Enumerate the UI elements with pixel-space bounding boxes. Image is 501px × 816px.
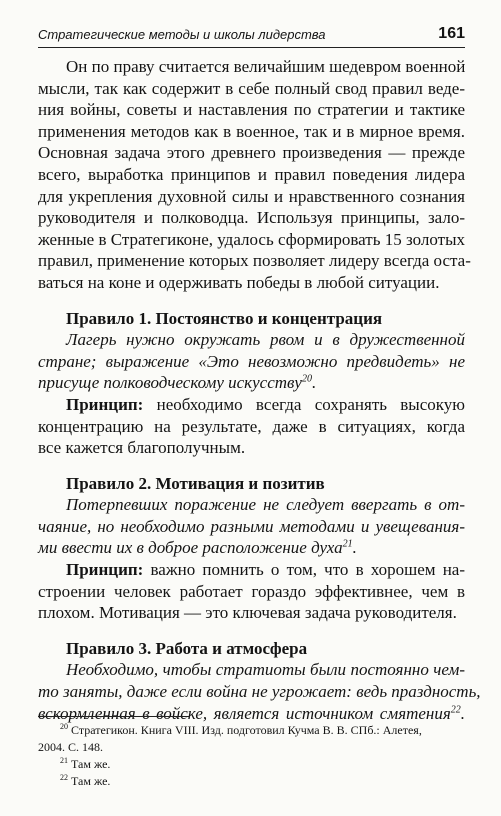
footnote-ref-22: 22 [450, 703, 461, 715]
intro-line: мысли, так как содержит в себе полный свод правил веде- [38, 78, 465, 98]
rule-2-principle-line: строении человек работает гораздо эффективнее, чем в [38, 581, 465, 601]
rule-1-section [38, 308, 465, 459]
page-body [38, 56, 481, 724]
intro-line: ния войны, советы и наставления по стратегии и тактике [38, 100, 465, 120]
rule-1-quote-last-line: присуще полководческому искусству$^{20}$. [38, 373, 317, 393]
rule-1-quote-text: присуще полководческому искусству [38, 373, 302, 393]
footnote-divider [38, 716, 190, 717]
rule-3-quote-last-line: вскормленная в войске, является источником смятения$^{22}$. [38, 703, 465, 723]
rule-3-title: Правило 3. Работа и атмосфера [66, 638, 308, 658]
intro-line: Он по праву считается величайшим шедевром военной [66, 57, 466, 76]
footnote-text: Стратегикон. Книга VIII. Изд. подготовил Кучма В. В. СПб.: Алетея, [71, 723, 422, 737]
rule-1-principle-line [38, 394, 465, 416]
rule-1-quote-line: Лагерь нужно окружать рвом и в дружественной [66, 330, 465, 350]
rule-2-quote-last-line: ми ввести их в доброе расположение духа$^{21}$. [38, 538, 357, 558]
intro-line: для укрепления духовной силы и нравственного сознания [38, 186, 465, 206]
rule-3-section [38, 638, 481, 724]
running-header [38, 25, 465, 48]
rule-1-principle-line: все кажется благополучным. [38, 438, 246, 458]
rule-2-title: Правило 2. Мотивация и позитив [66, 473, 325, 493]
rule-1-quote-line: стране; выражение «Это невозможно предвидеть» не [38, 351, 465, 371]
rule-2-section [38, 473, 465, 624]
footnote-ref-20: 20 [301, 373, 312, 385]
intro-line: всего, выработка принципов и правил поведения лидера [38, 164, 465, 184]
principle-text: важно помнить о том, что в хорошем на- [143, 560, 465, 580]
intro-line: женные в Стратегиконе, удалось сформировать 15 золотых [38, 229, 465, 249]
rule-2-quote-line: Потерпевших поражение не следует ввергать в от- [66, 495, 465, 515]
rule-1-title: Правило 1. Постоянство и концентрация [66, 308, 383, 328]
intro-line: правил, применение которых позволяет лидеру всегда оста- [38, 251, 471, 271]
rule-3-quote-line: то заняты, даже если война не угрожает: ведь праздность, [38, 682, 481, 702]
footnote-22 [38, 773, 465, 790]
footnote-text: Там же. [71, 774, 111, 788]
footnote-ref-21: 21 [342, 538, 353, 550]
rule-2-principle-line: плохом. Мотивация — это ключевая задача руководителя. [38, 603, 457, 623]
running-title: Стратегические методы и школы лидерства [38, 27, 326, 42]
intro-line: применения методов как в военное, так и в мирное время. [38, 121, 465, 141]
footnote-20-continued: 2004. С. 148. [38, 740, 104, 754]
rule-3-quote-text: вскормленная в войске, является источником смятения [38, 703, 451, 723]
rule-2-principle-line [38, 559, 465, 581]
intro-paragraph [38, 56, 471, 294]
principle-label: Принцип: [66, 560, 144, 580]
intro-line: руководителя и полководца. Используя принципы, зало- [38, 208, 465, 228]
page-number: 161 [438, 25, 465, 42]
footnote-20 [38, 722, 465, 739]
rule-2-quote-line: чаяние, но необходимо разными методами и увещевания- [38, 516, 465, 536]
principle-label: Принцип: [66, 394, 144, 414]
footnote-number: 21 [60, 756, 68, 765]
footnote-number: 20 [60, 722, 68, 731]
footnotes [38, 722, 465, 790]
intro-line: ваться на коне и одерживать победы в любой ситуации. [38, 272, 440, 292]
footnote-text: Там же. [71, 757, 111, 771]
footnote-21 [38, 756, 465, 773]
rule-2-quote-text: ми ввести их в доброе расположение духа [38, 538, 343, 558]
rule-1-principle-line: концентрацию на результате, даже в ситуациях, когда [38, 416, 465, 436]
intro-line: Основная задача этого древнего произведения — прежде [38, 143, 465, 163]
rule-3-quote-line: Необходимо, чтобы стратиоты были постоянно чем- [66, 660, 465, 680]
principle-text: необходимо всегда сохранять высокую [143, 394, 465, 414]
footnote-number: 22 [60, 773, 68, 782]
